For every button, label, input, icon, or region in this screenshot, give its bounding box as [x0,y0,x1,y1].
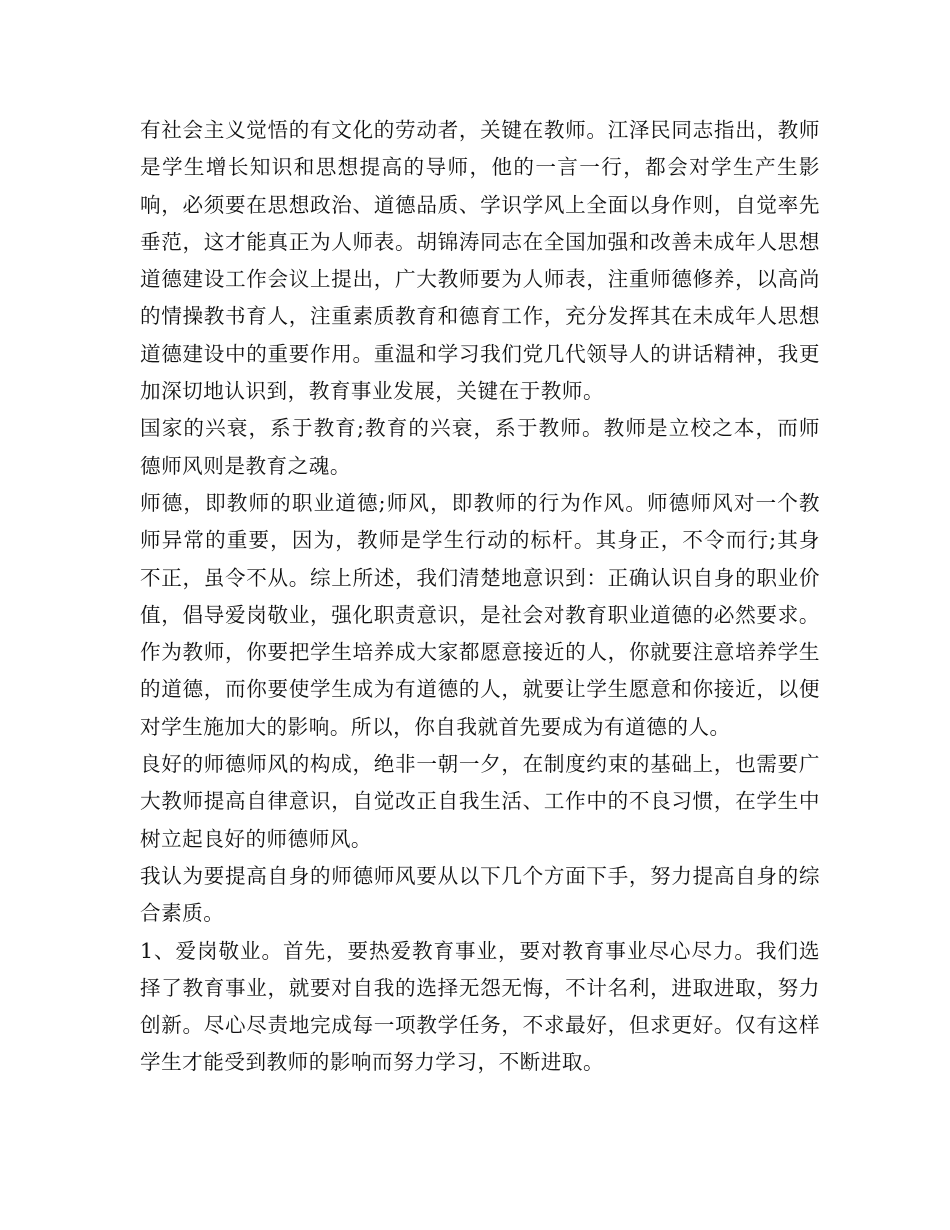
paragraph-3: 师德，即教师的职业道德;师风，即教师的行为作风。师德师风对一个教师异常的重要，因为，教师是学生行动的标杆。其身正，不令而行;其身不正，虽令不从。综上所述，我们清楚地意识到：正确认识自身的职业价值，倡导爱岗敬业，强化职责意识，是社会对教育职业道德的必然要求。作为教师，你要把学生培养成大家都愿意接近的人，你就要注意培养学生的道德，而你要使学生成为有道德的人，就要让学生愿意和你接近，以便对学生施加大的影响。所以，你自我就首先要成为有道德的人。 [140,490,820,739]
paragraph-2: 国家的兴衰，系于教育;教育的兴衰，系于教师。教师是立校之本，而师德师风则是教育之魂。 [140,416,820,478]
paragraph-4: 良好的师德师风的构成，绝非一朝一夕，在制度约束的基础上，也需要广大教师提高自律意识，自觉改正自我生活、工作中的不良习惯，在学生中树立起良好的师德师风。 [140,752,820,851]
paragraph-5: 我认为要提高自身的师德师风要从以下几个方面下手，努力提高自身的综合素质。 [140,863,820,926]
paragraph-1: 有社会主义觉悟的有文化的劳动者，关键在教师。江泽民同志指出，教师是学生增长知识和思想提高的导师，他的一言一行，都会对学生产生影响，必须要在思想政治、道德品质、学识学风上全面以身作则，自觉率先垂范，这才能真正为人师表。胡锦涛同志在全国加强和改善未成年人思想道德建设工作会议上提出，广大教师要为人师表，注重师德修养，以高尚的情操教书育人，注重素质教育和德育工作，充分发挥其在未成年人思想道德建设中的重要作用。重温和学习我们党几代领导人的讲话精神，我更加深切地认识到，教育事业发展，关键在于教师。 [140,118,820,404]
document-body [140,112,820,1082]
paragraph-6: 1、爱岗敬业。首先，要热爱教育事业，要对教育事业尽心尽力。我们选择了教育事业，就要对自我的选择无怨无悔，不计名利，进取进取，努力创新。尽心尽责地完成每一项教学任务，不求最好，但求更好。仅有这样学生才能受到教师的影响而努力学习，不断进取。 [140,938,820,1075]
